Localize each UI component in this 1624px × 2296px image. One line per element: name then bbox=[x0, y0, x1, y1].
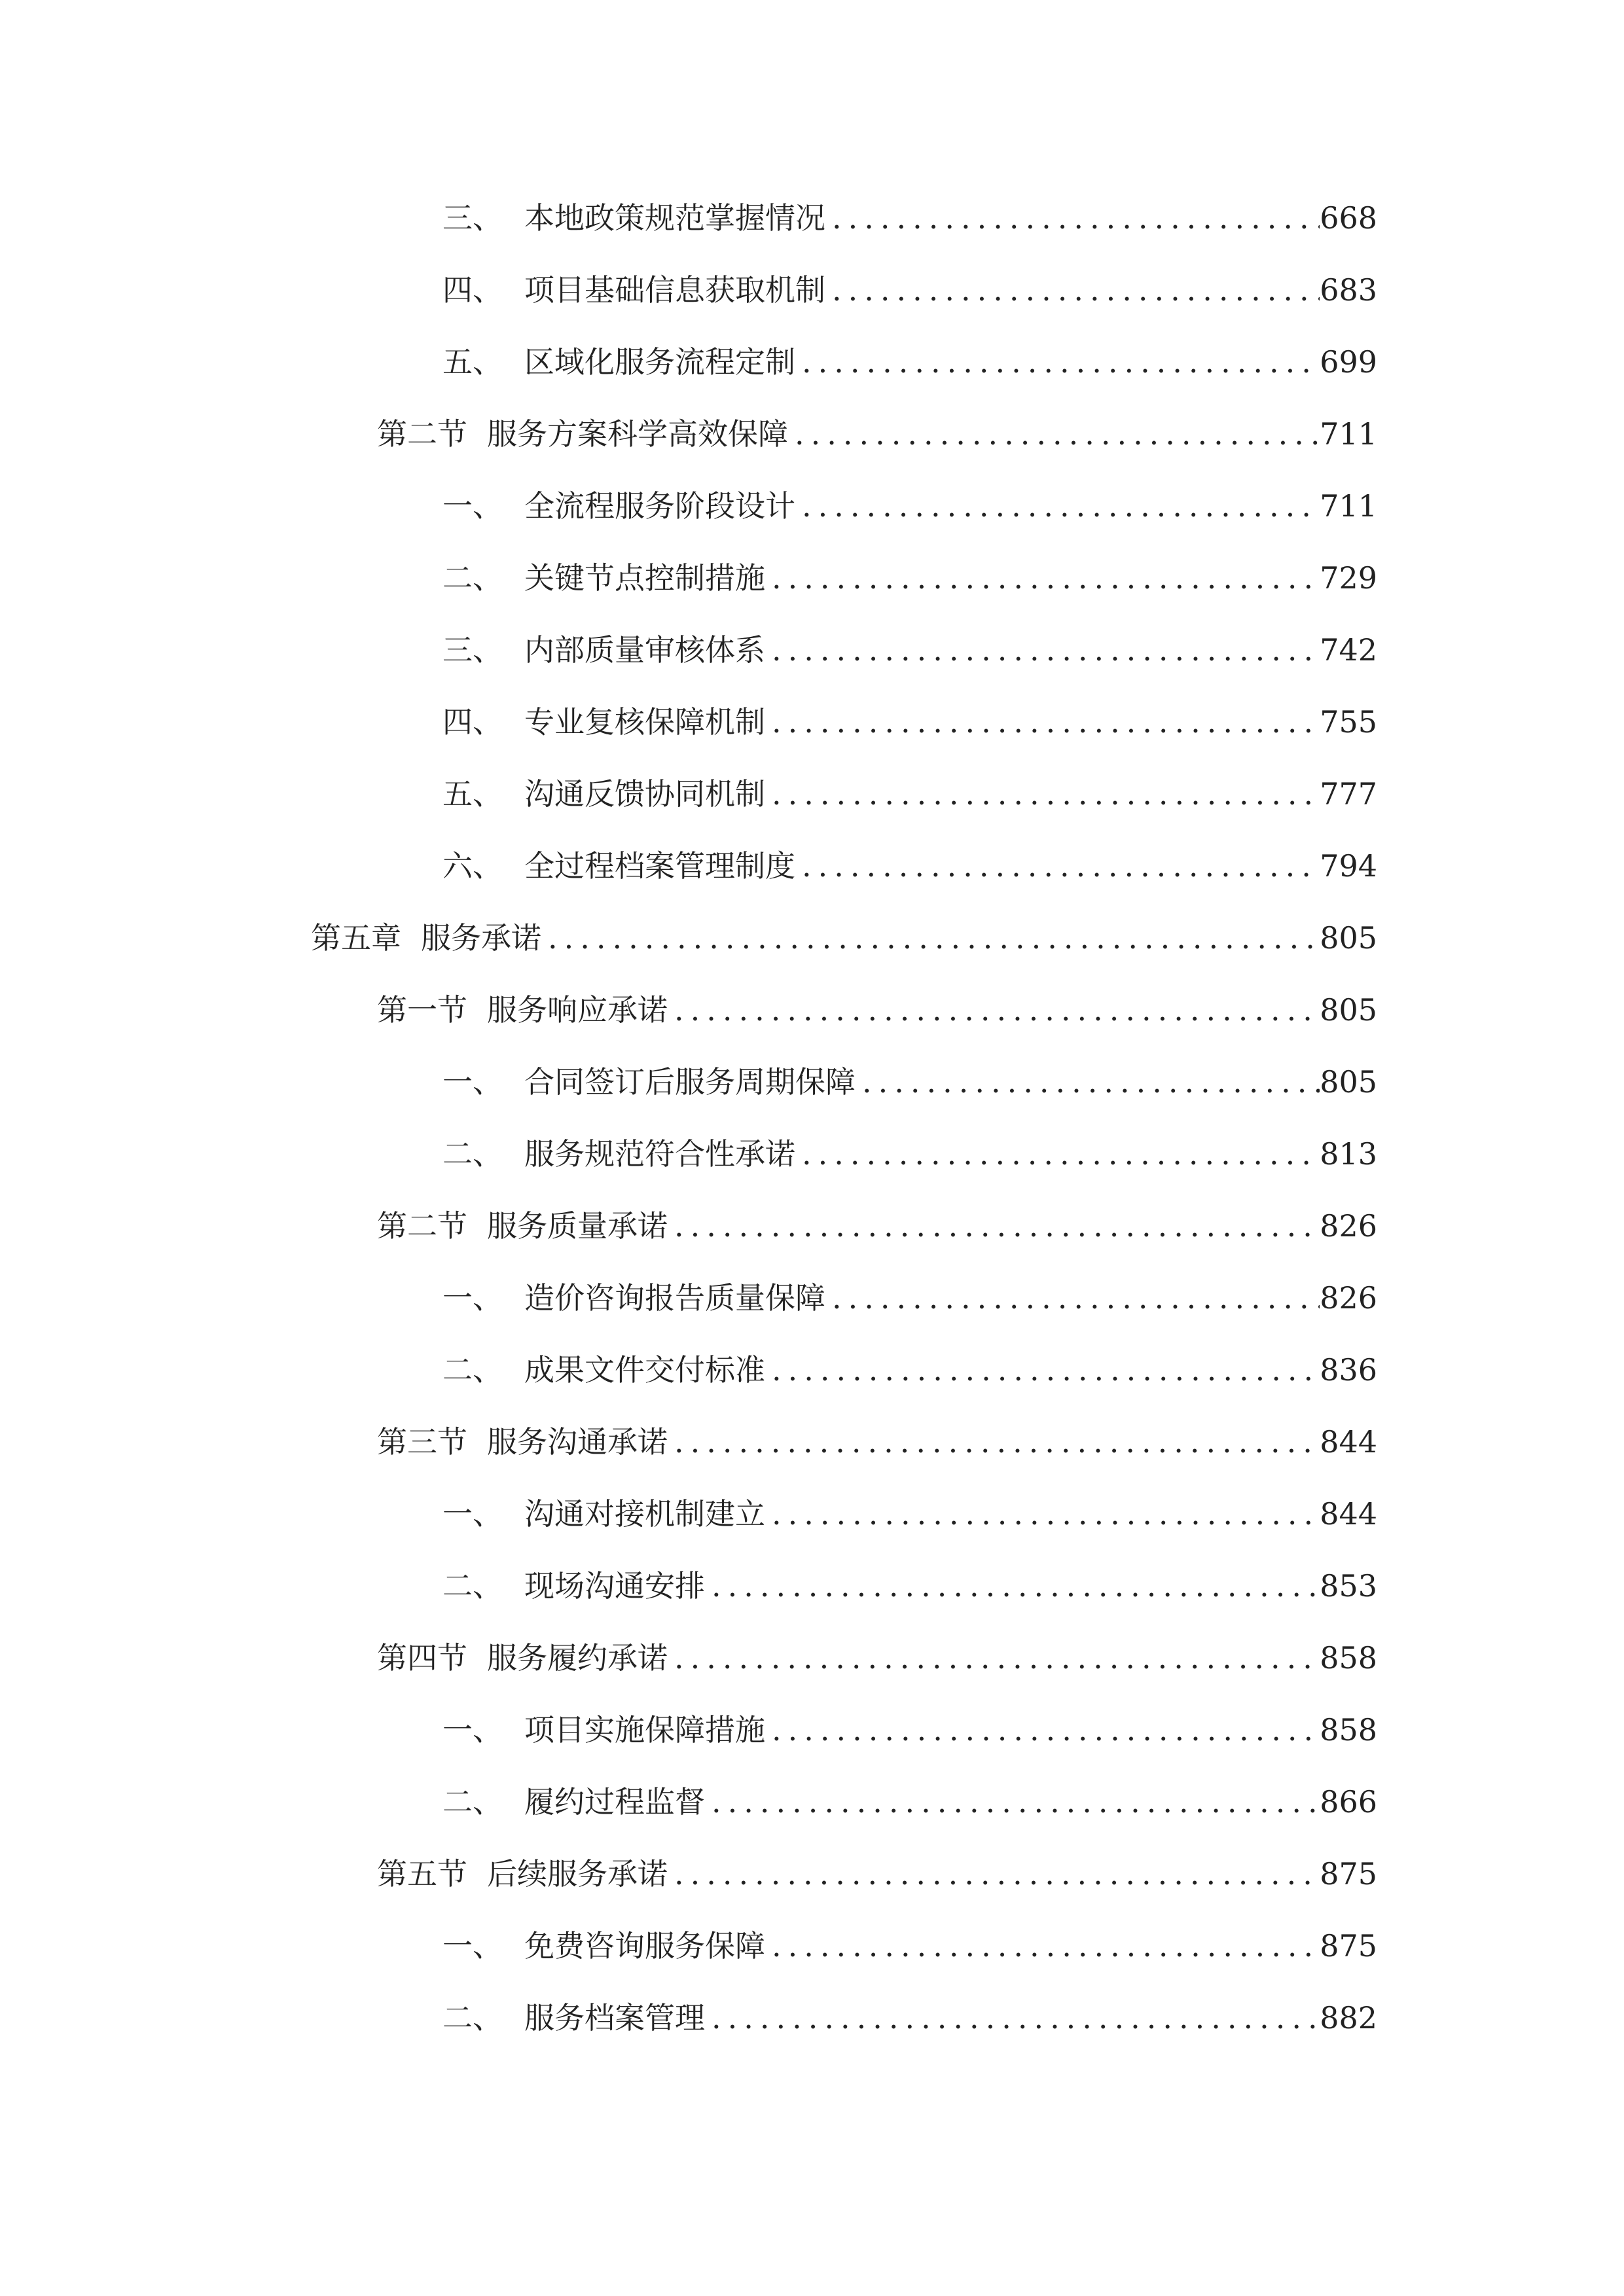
toc-entry-page: 866 bbox=[1320, 1784, 1377, 1820]
toc-entry-title: 现场沟通安排 bbox=[524, 1568, 705, 1604]
dot-leader bbox=[705, 1995, 1320, 2041]
toc-entry-title: 服务响应承诺 bbox=[487, 992, 668, 1028]
toc-entry-page: 805 bbox=[1320, 1064, 1377, 1100]
toc-entry[interactable] bbox=[442, 555, 1377, 601]
toc-entry-number: 第二节 bbox=[377, 416, 467, 452]
toc-entry-page: 711 bbox=[1320, 488, 1377, 524]
dot-leader bbox=[795, 1131, 1320, 1177]
dot-leader bbox=[668, 1851, 1320, 1897]
dot-leader bbox=[825, 1275, 1320, 1321]
toc-entry-number: 第一节 bbox=[377, 992, 467, 1028]
toc-entry-number: 一、 bbox=[442, 1928, 503, 1964]
toc-entry-title: 区域化服务流程定制 bbox=[524, 344, 795, 380]
toc-entry-page: 711 bbox=[1320, 416, 1377, 452]
toc-entry-number: 六、 bbox=[442, 848, 503, 884]
dot-leader bbox=[825, 195, 1320, 241]
toc-entry[interactable] bbox=[442, 267, 1377, 313]
toc-entry[interactable] bbox=[442, 1059, 1377, 1105]
toc-entry-page: 858 bbox=[1320, 1640, 1377, 1676]
toc-entry-number: 五、 bbox=[442, 344, 503, 380]
toc-entry-title: 造价咨询报告质量保障 bbox=[524, 1280, 825, 1316]
toc-entry-number: 五、 bbox=[442, 776, 503, 812]
toc-entry-title: 项目基础信息获取机制 bbox=[524, 272, 825, 308]
toc-entry-page: 853 bbox=[1320, 1568, 1377, 1604]
toc-entry-page: 668 bbox=[1320, 200, 1377, 236]
toc-entry[interactable] bbox=[442, 1995, 1377, 2041]
toc-entry[interactable] bbox=[442, 1347, 1377, 1393]
toc-entry-number: 二、 bbox=[442, 1136, 503, 1172]
toc-entry[interactable] bbox=[442, 1923, 1377, 1969]
toc-entry-title: 关键节点控制措施 bbox=[524, 560, 765, 596]
toc-entry-number: 二、 bbox=[442, 1568, 503, 1604]
dot-leader bbox=[765, 771, 1320, 817]
toc-entry-page: 755 bbox=[1320, 704, 1377, 740]
toc-entry-title: 项目实施保障措施 bbox=[524, 1712, 765, 1748]
toc-entry-section[interactable] bbox=[377, 1635, 1377, 1681]
toc-entry-title: 全过程档案管理制度 bbox=[524, 848, 795, 884]
toc-entry-page: 813 bbox=[1320, 1136, 1377, 1172]
toc-entry-page: 858 bbox=[1320, 1712, 1377, 1748]
toc-entry-page: 826 bbox=[1320, 1280, 1377, 1316]
toc-entry-page: 805 bbox=[1320, 992, 1377, 1028]
dot-leader bbox=[705, 1563, 1320, 1609]
toc-entry[interactable] bbox=[442, 1275, 1377, 1321]
toc-entry-number: 三、 bbox=[442, 632, 503, 668]
dot-leader bbox=[541, 915, 1320, 961]
dot-leader bbox=[765, 1491, 1320, 1537]
dot-leader bbox=[765, 627, 1320, 673]
toc-entry-page: 875 bbox=[1320, 1928, 1377, 1964]
toc-entry-page: 844 bbox=[1320, 1496, 1377, 1532]
toc-entry-title: 服务方案科学高效保障 bbox=[487, 416, 788, 452]
toc-entry-page: 794 bbox=[1320, 848, 1377, 884]
toc-entry-title: 服务承诺 bbox=[421, 920, 541, 956]
toc-entry-page: 777 bbox=[1320, 776, 1377, 812]
toc-entry-number: 第三节 bbox=[377, 1424, 467, 1460]
toc-entry-number: 三、 bbox=[442, 200, 503, 236]
dot-leader bbox=[795, 483, 1320, 529]
dot-leader bbox=[705, 1779, 1320, 1825]
toc-entry[interactable] bbox=[442, 1491, 1377, 1537]
toc-entry[interactable] bbox=[442, 195, 1377, 241]
toc-entry-page: 805 bbox=[1320, 920, 1377, 956]
toc-entry-number: 二、 bbox=[442, 1352, 503, 1388]
toc-entry-number: 第四节 bbox=[377, 1640, 467, 1676]
toc-entry-page: 844 bbox=[1320, 1424, 1377, 1460]
dot-leader bbox=[765, 555, 1320, 601]
toc-entry[interactable] bbox=[442, 627, 1377, 673]
toc-entry[interactable] bbox=[442, 1779, 1377, 1825]
toc-entry-title: 服务沟通承诺 bbox=[487, 1424, 668, 1460]
dot-leader bbox=[795, 843, 1320, 889]
toc-entry[interactable] bbox=[442, 843, 1377, 889]
toc-entry-page: 729 bbox=[1320, 560, 1377, 596]
toc-entry-title: 服务质量承诺 bbox=[487, 1208, 668, 1244]
toc-entry-number: 第五节 bbox=[377, 1856, 467, 1892]
toc-entry-page: 836 bbox=[1320, 1352, 1377, 1388]
toc-entry[interactable] bbox=[442, 339, 1377, 385]
dot-leader bbox=[788, 411, 1320, 457]
dot-leader bbox=[795, 339, 1320, 385]
toc-entry-number: 第二节 bbox=[377, 1208, 467, 1244]
dot-leader bbox=[668, 1635, 1320, 1681]
dot-leader bbox=[765, 1923, 1320, 1969]
toc-entry-page: 875 bbox=[1320, 1856, 1377, 1892]
toc-entry-number: 第五章 bbox=[311, 920, 401, 956]
toc-entry-number: 四、 bbox=[442, 272, 503, 308]
dot-leader bbox=[765, 699, 1320, 745]
toc-entry[interactable] bbox=[442, 1131, 1377, 1177]
toc-entry-section[interactable] bbox=[377, 1203, 1377, 1249]
toc-entry-number: 二、 bbox=[442, 2000, 503, 2036]
toc-entry-title: 成果文件交付标准 bbox=[524, 1352, 765, 1388]
toc-entry-title: 沟通对接机制建立 bbox=[524, 1496, 765, 1532]
toc-entry-title: 服务履约承诺 bbox=[487, 1640, 668, 1676]
toc-entry-title: 服务档案管理 bbox=[524, 2000, 705, 2036]
toc-entry-chapter[interactable] bbox=[311, 915, 1377, 961]
toc-entry-title: 沟通反馈协同机制 bbox=[524, 776, 765, 812]
toc-entry-number: 一、 bbox=[442, 488, 503, 524]
toc-entry-number: 一、 bbox=[442, 1712, 503, 1748]
toc-entry-page: 699 bbox=[1320, 344, 1377, 380]
toc-entry-page: 742 bbox=[1320, 632, 1377, 668]
toc-entry[interactable] bbox=[442, 1707, 1377, 1753]
toc-entry-title: 后续服务承诺 bbox=[487, 1856, 668, 1892]
toc-entry-page: 826 bbox=[1320, 1208, 1377, 1244]
toc-entry-number: 一、 bbox=[442, 1280, 503, 1316]
toc-entry-section[interactable] bbox=[377, 987, 1377, 1033]
toc-entry[interactable] bbox=[442, 483, 1377, 529]
toc-entry-section[interactable] bbox=[377, 411, 1377, 457]
toc-entry[interactable] bbox=[442, 771, 1377, 817]
dot-leader bbox=[825, 267, 1320, 313]
dot-leader bbox=[856, 1059, 1320, 1105]
dot-leader bbox=[668, 1203, 1320, 1249]
dot-leader bbox=[668, 987, 1320, 1033]
toc-entry-number: 四、 bbox=[442, 704, 503, 740]
toc-entry-section[interactable] bbox=[377, 1851, 1377, 1897]
toc-entry[interactable] bbox=[442, 1563, 1377, 1609]
toc-entry[interactable] bbox=[442, 699, 1377, 745]
toc-entry-title: 专业复核保障机制 bbox=[524, 704, 765, 740]
toc-entry-title: 本地政策规范掌握情况 bbox=[524, 200, 825, 236]
toc-entry-title: 服务规范符合性承诺 bbox=[524, 1136, 795, 1172]
toc-entry-number: 二、 bbox=[442, 1784, 503, 1820]
toc-entry-title: 合同签订后服务周期保障 bbox=[524, 1064, 856, 1100]
toc-entry-title: 免费咨询服务保障 bbox=[524, 1928, 765, 1964]
toc-entry-title: 全流程服务阶段设计 bbox=[524, 488, 795, 524]
toc-entry-page: 882 bbox=[1320, 2000, 1377, 2036]
toc-entry-number: 二、 bbox=[442, 560, 503, 596]
toc-entry-title: 内部质量审核体系 bbox=[524, 632, 765, 668]
dot-leader bbox=[765, 1707, 1320, 1753]
toc-entry-number: 一、 bbox=[442, 1064, 503, 1100]
dot-leader bbox=[668, 1419, 1320, 1465]
toc-entry-page: 683 bbox=[1320, 272, 1377, 308]
dot-leader bbox=[765, 1347, 1320, 1393]
toc-entry-title: 履约过程监督 bbox=[524, 1784, 705, 1820]
toc-entry-section[interactable] bbox=[377, 1419, 1377, 1465]
toc-entry-number: 一、 bbox=[442, 1496, 503, 1532]
